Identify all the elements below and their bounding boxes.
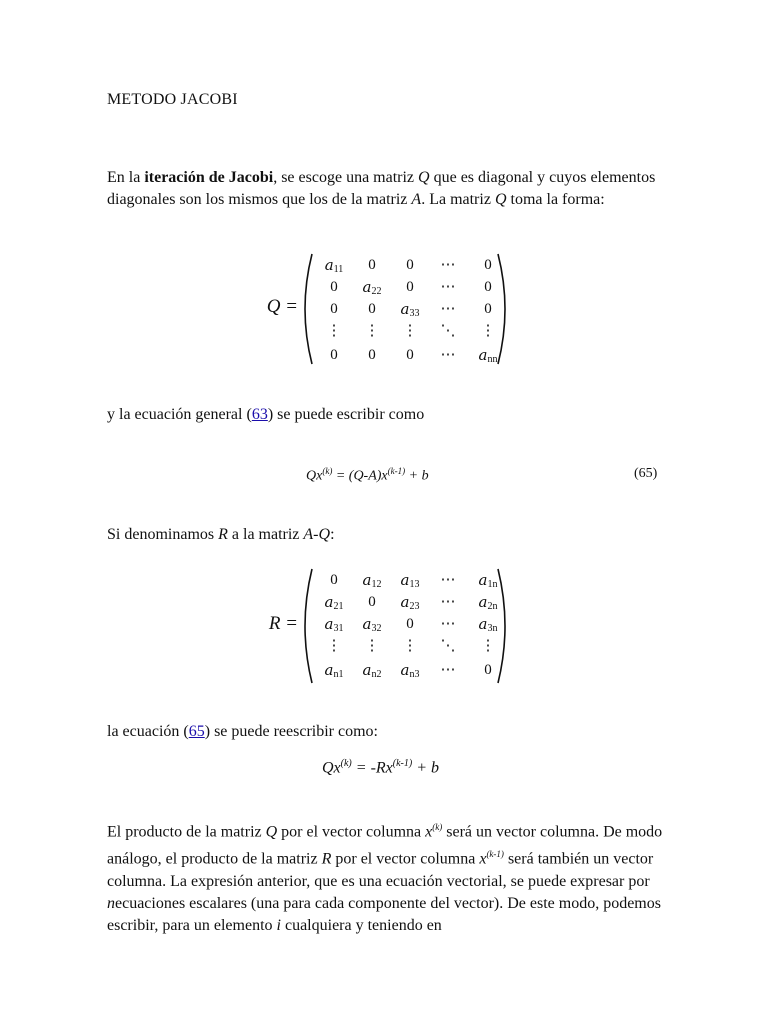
matrix-r-cell: ⋮ (480, 638, 496, 654)
matrix-r-cell: ⋮ (402, 638, 418, 654)
matrix-r-cell: 0 (484, 662, 492, 678)
matrix-r-cell: ⋱ (440, 638, 456, 654)
matrix-q-cell: ⋯ (440, 257, 456, 273)
matrix-q-cell: ⋱ (440, 323, 456, 339)
matrix-r-cell: $a_{1n}$ (478, 571, 498, 590)
matrix-r-cell: ⋯ (440, 662, 456, 678)
equation-rewritten: $Qx^{(k)} = -Rx^{(k-1)} + b$ (322, 758, 439, 777)
matrix-r-cell: $a_{3n}$ (478, 615, 498, 634)
matrix-q-cell: ⋮ (402, 323, 418, 339)
matrix-q-cell: ⋯ (440, 279, 456, 295)
intro-paragraph: En la iteración de Jacobi, se escoge una matriz Q que es diagonal y cuyos elementos diagonales son los mismos que los de la matriz A. La matriz Q toma la forma: (107, 169, 656, 208)
equation-63-link[interactable]: 63 (251, 406, 268, 423)
explanation-paragraph: El producto de la matriz Q por el vector columna $x^{(k)}$ será un vector columna. De modo análogo, el producto de la matriz R por el vector columna $x^{(k-1)}$ será también un vector columna. La expresión anterior, que es una ecuación vectorial, se puede expresar por necuaciones escalares (una para cada componente del vector). De este modo, podemos escribir, para un elemento i cualquiera y teniendo en (107, 822, 663, 934)
matrix-q-cell: 0 (484, 301, 492, 317)
matrix-r-cell: ⋯ (440, 572, 456, 588)
equation-65: $Qx^{(k)} = (Q-A)x^{(k-1)} + b$ (306, 466, 429, 484)
matrix-q-cell: 0 (330, 301, 338, 317)
matrix-q-cell: ⋮ (364, 323, 380, 339)
matrix-r-cell: ⋮ (326, 638, 342, 654)
matrix-r-cell: $a_{32}$ (362, 615, 382, 634)
matrix-q-cell: 0 (330, 279, 338, 295)
equation-number: (65) (634, 466, 658, 481)
matrix-r-cell: $a_{21}$ (324, 593, 344, 612)
matrix-r-cell: $a_{n2}$ (362, 661, 382, 680)
matrix-r-cell: $a_{13}$ (400, 571, 420, 590)
matrix-q-cell: 0 (484, 279, 492, 295)
matrix-q-cell: $a_{33}$ (400, 300, 420, 319)
matrix-r-cell: 0 (406, 616, 414, 632)
matrix-q-cell: 0 (484, 257, 492, 273)
matrix-r-cell: ⋯ (440, 616, 456, 632)
matrix-q-cell: 0 (406, 257, 414, 273)
general-equation-paragraph: y la ecuación general (63) se puede escribir como (107, 406, 425, 423)
matrix-r-cell: $a_{2n}$ (478, 593, 498, 612)
matrix-r-cell: $a_{23}$ (400, 593, 420, 612)
matrix-r-cell: $a_{n1}$ (324, 661, 344, 680)
matrix-q-cell: 0 (368, 257, 376, 273)
matrix-q-cell: 0 (368, 301, 376, 317)
matrix-q-cell: $a_{22}$ (362, 278, 382, 297)
matrix-r-cell: $a_{12}$ (362, 571, 382, 590)
matrix-r-label: R = (268, 613, 298, 634)
matrix-q-cell: ⋯ (440, 347, 456, 363)
matrix-q-cell: ⋯ (440, 301, 456, 317)
matrix-r-cell: 0 (368, 594, 376, 610)
matrix-r-cell: ⋯ (440, 594, 456, 610)
matrix-q-cell: 0 (368, 347, 376, 363)
equation-65-link[interactable]: 65 (188, 723, 205, 740)
matrix-q-cell: 0 (406, 347, 414, 363)
r-definition-paragraph: Si denominamos R a la matriz A-Q: (107, 526, 335, 543)
matrix-q-cell: 0 (330, 347, 338, 363)
matrix-q-cell: 0 (406, 279, 414, 295)
matrix-q-label: Q = (266, 296, 298, 317)
matrix-q-cell: ⋮ (326, 323, 342, 339)
rewrite-paragraph: la ecuación (65) se puede reescribir como: (107, 723, 378, 740)
page-title: METODO JACOBI (107, 91, 238, 108)
matrix-r-cell: $a_{31}$ (324, 615, 344, 634)
matrix-r-cell: ⋮ (364, 638, 380, 654)
matrix-q-cell: ⋮ (480, 323, 496, 339)
matrix-r-cell: 0 (330, 572, 338, 588)
jacobi-iteration-term: iteración de Jacobi (144, 169, 274, 186)
matrix-q-cell: $a_{nn}$ (478, 346, 498, 365)
matrix-r-cell: $a_{n3}$ (400, 661, 420, 680)
matrix-q-cell: $a_{11}$ (324, 256, 344, 275)
